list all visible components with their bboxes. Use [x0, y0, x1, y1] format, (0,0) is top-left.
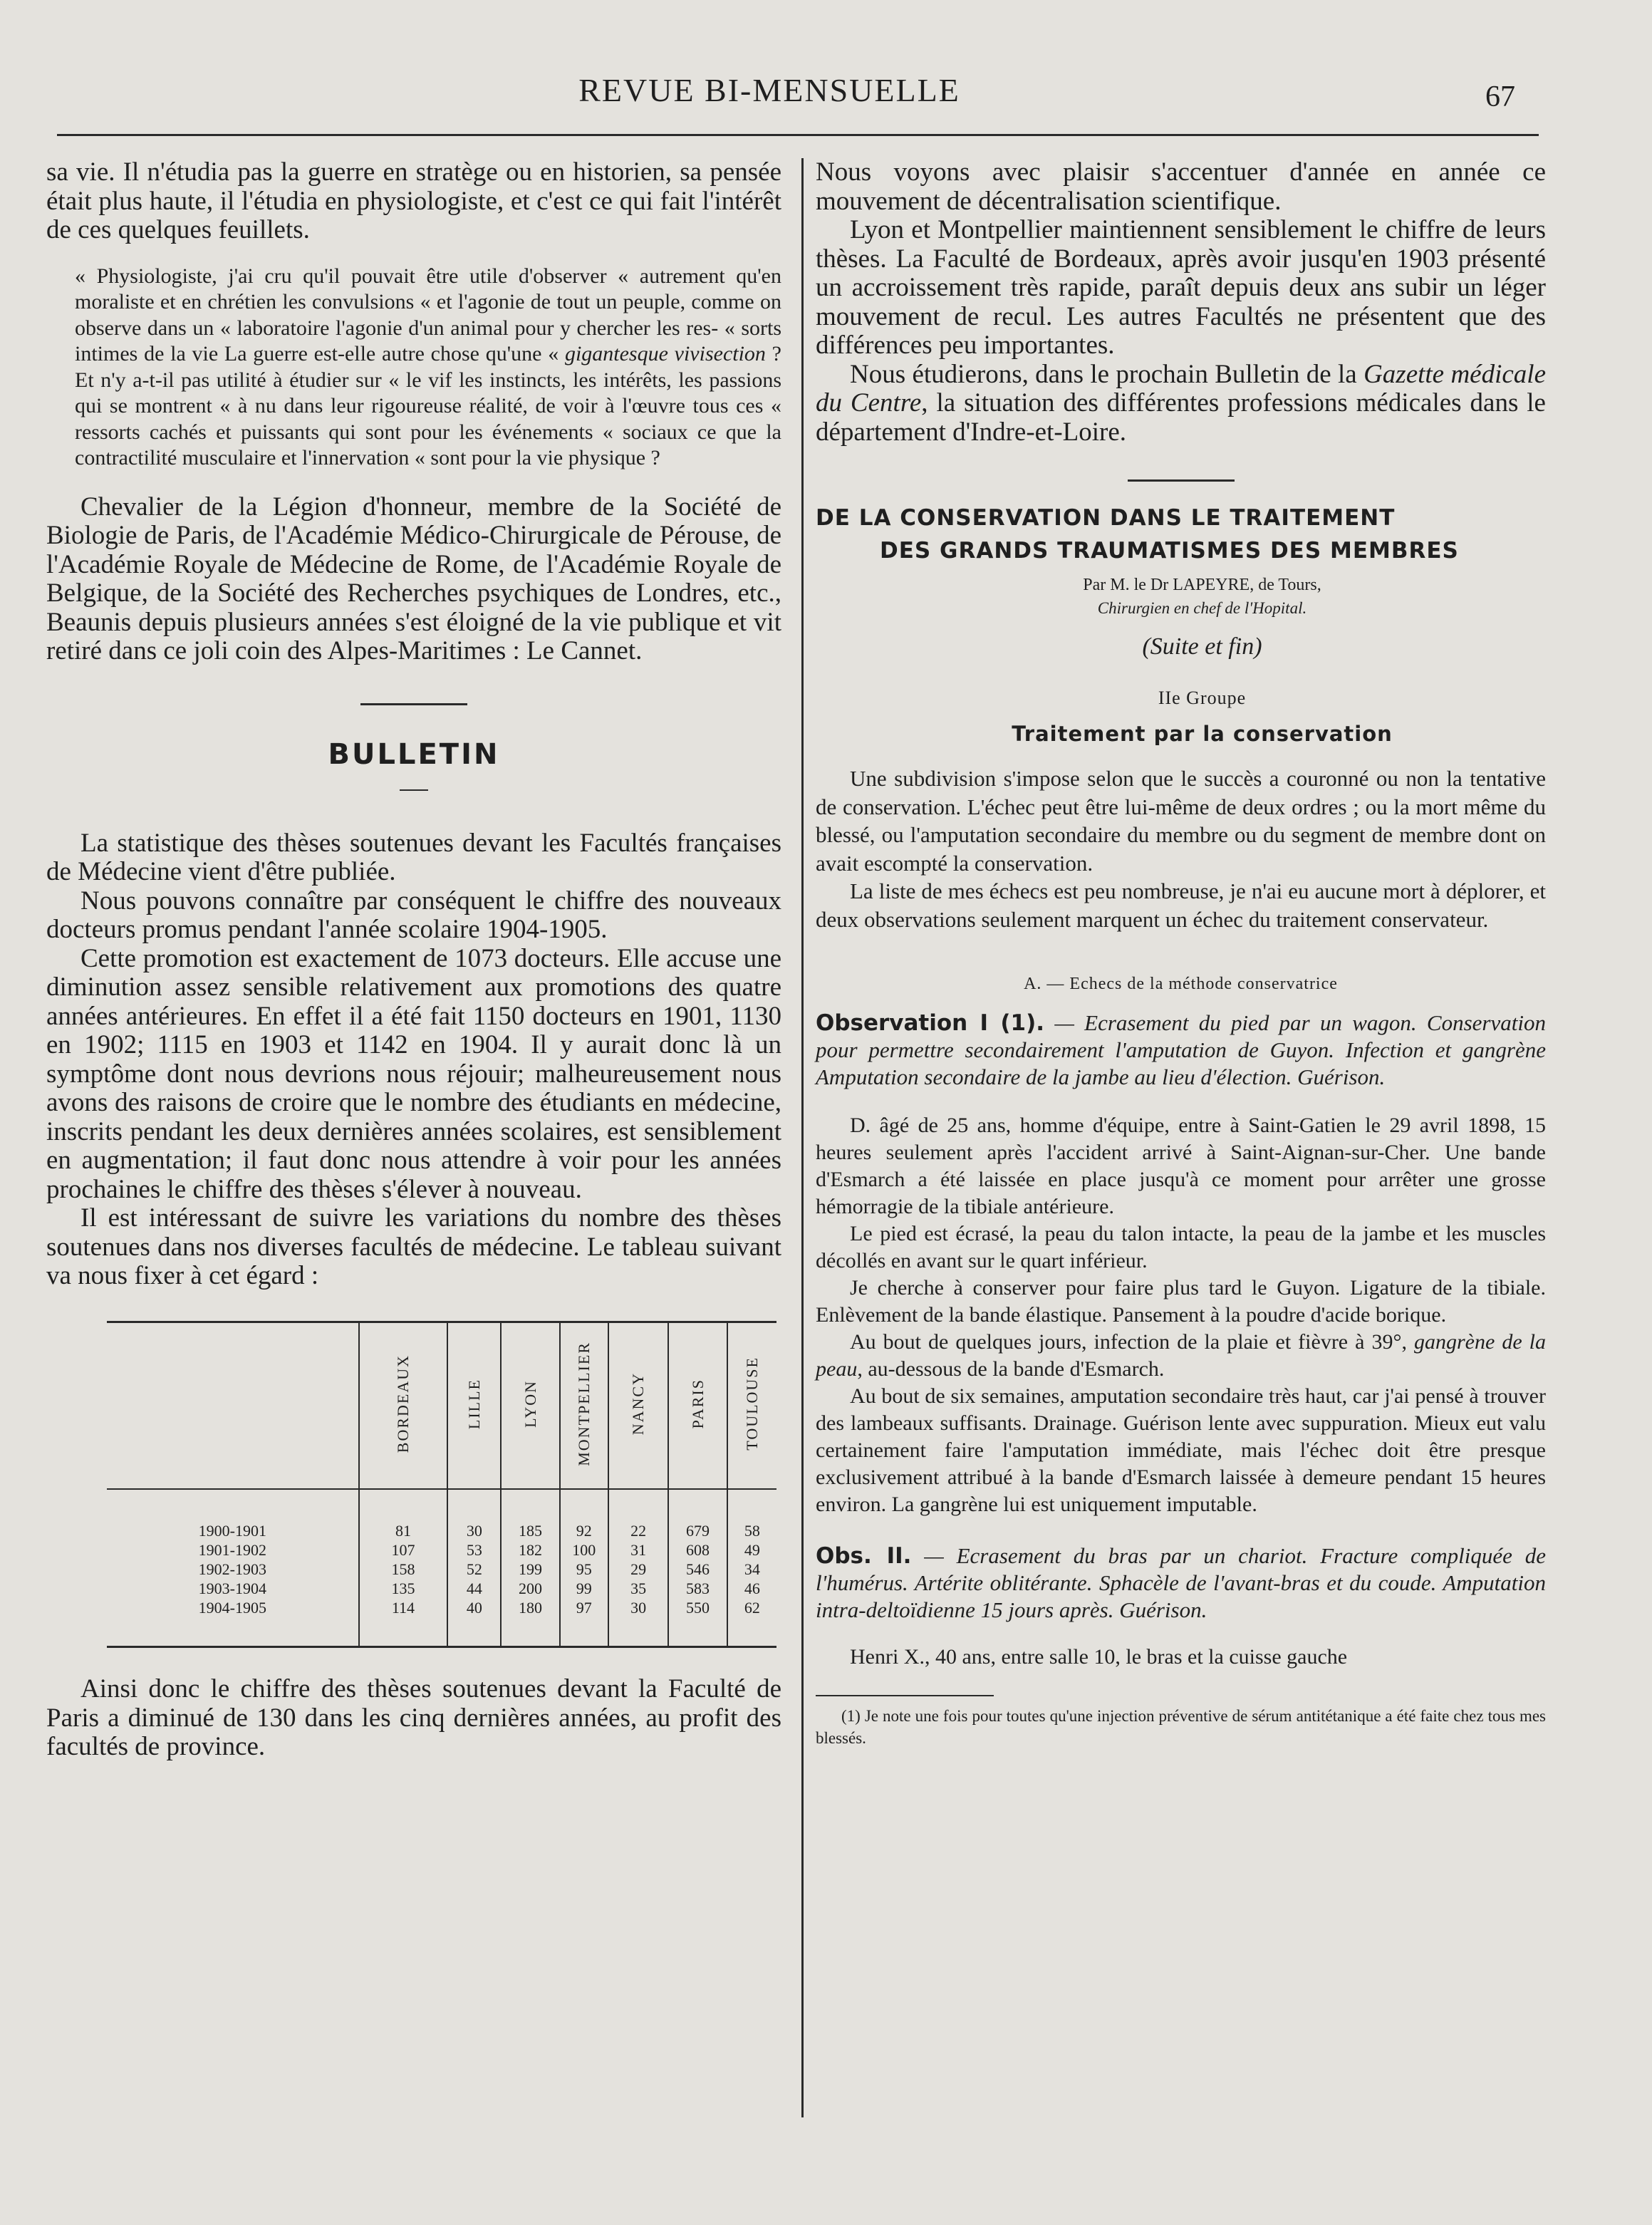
- table-cell: 185: [519, 1522, 543, 1540]
- table-cell: 199: [519, 1560, 543, 1578]
- table-cell: 40: [466, 1599, 482, 1617]
- montpellier-values: [560, 1489, 608, 1647]
- author-role: Chirurgien en chef de l'Hopital.: [1097, 599, 1307, 617]
- observation-2-title: — Ecrasement du bras par un chariot. Fracture compliquée de l'humérus. Artérite oblitérante. Sphacèle de l'avant-bras et du coude. Amputation intra-deltoïdienne 15 jours après. Guérison.: [816, 1543, 1546, 1622]
- column-divider: [801, 158, 804, 2117]
- section-rule: [360, 703, 467, 705]
- observation-1-text-2: Le pied est écrasé, la peau du talon intacte, la peau de la jambe et les muscles décollés en avant sur le quart inférieur.: [816, 1222, 1546, 1272]
- table-cell: 34: [744, 1560, 760, 1578]
- table-cell: 1901-1902: [198, 1541, 266, 1559]
- article-title-line-1: DE LA CONSERVATION DANS LE TRAITEMENT: [816, 505, 1396, 531]
- quotation: [46, 264, 781, 472]
- table-cell: 92: [576, 1522, 592, 1540]
- table-cell: 550: [686, 1599, 710, 1617]
- bordeaux-values: [359, 1489, 448, 1647]
- table-cell: 62: [744, 1599, 760, 1617]
- header-rule: [57, 134, 1539, 136]
- observation-1-text-4: [816, 1329, 1546, 1383]
- table-cell: 29: [630, 1560, 647, 1578]
- observation-2-label: Obs. II.: [816, 1543, 912, 1569]
- observation-1-text-3: Je cherche à conserver pour faire plus tard le Guyon. Ligature de la tibiale. Enlèvement de la bande élastique. Pansement à la poudre d'acide borique.: [816, 1276, 1546, 1327]
- next-bulletin-text-a: Nous étudierons, dans le prochain Bulletin de la: [850, 359, 1364, 389]
- years-cell: [107, 1489, 359, 1647]
- bulletin-paragraph-3: Cette promotion est exactement de 1073 docteurs. Elle accuse une diminution assez sensible relativement aux promotions des quatre années antérieures. En effet il a été fait 1150 docteurs en 1901, 1130 en 1902; 1115 en 1903 et 1142 en 1904. Il y aurait donc là un symptôme dont nous devrions nous réjouir; malheureusement nous avons des raisons de croire que le nombre des étudiants en médecine, inscrits pendant les deux dernières années scolaires, est sensiblement en augmentation; il faut donc nous attendre à voir pour les années prochaines le chiffre des thèses s'élever à nouveau.: [46, 943, 781, 1204]
- bulletin-paragraph-1: La statistique des thèses soutenues devant les Facultés françaises de Médecine vient d'être publiée.: [46, 828, 781, 886]
- table-cell: 1903-1904: [198, 1580, 266, 1597]
- nancy-values: [608, 1489, 669, 1647]
- thesis-statistics-table: [107, 1321, 776, 1649]
- lyon-values: [501, 1489, 559, 1647]
- toulouse-values: [727, 1489, 776, 1647]
- table-cell: 95: [576, 1560, 592, 1578]
- quotation-text-a: « Physiologiste, j'ai cru qu'il pouvait être utile d'observer « autrement qu'en moraliste et en chrétien les convulsions « et l'agonie de tout un peuple, comme on observe dans un « laboratoire l'agonie d'un animal pour y chercher les res- « sorts intimes de la vie La guerre est-elle autre chose qu'une «: [75, 264, 781, 365]
- table-cell: 49: [744, 1541, 760, 1559]
- column-header: LILLE: [447, 1322, 501, 1489]
- bulletin-underline: [400, 789, 428, 791]
- bulletin-title: BULLETIN: [328, 737, 500, 771]
- bulletin-paragraph-5: Ainsi donc le chiffre des thèses soutenues devant la Faculté de Paris a diminué de 130 dans les cinq dernières années, au profit des facultés de province.: [46, 1674, 781, 1761]
- journal-name: Gazette médicale du Centre: [816, 359, 1546, 417]
- table-cell: 35: [630, 1580, 647, 1597]
- article-title-line-2: DES GRANDS TRAUMATISMES DES MEMBRES: [880, 538, 1459, 564]
- table-cell: 99: [576, 1580, 592, 1597]
- table-cell: 200: [519, 1580, 543, 1597]
- table-cell: 583: [686, 1580, 710, 1597]
- biography-paragraph: Chevalier de la Légion d'honneur, membre de la Société de Biologie de Paris, de l'Académie Médico-Chirurgicale de Pérouse, de l'Académie Royale de Médecine de Rome, de l'Académie Royale de Belgique, de la Société des Recherches psychiques de Londres, etc., Beaunis depuis plusieurs années s'est éloigné de la vie publique et vit retiré dans ce joli coin des Alpes-Maritimes : Le Cannet.: [46, 492, 781, 665]
- table-cell: 81: [395, 1522, 411, 1540]
- article-author: Par M. le Dr LAPEYRE, de Tours,: [1083, 576, 1321, 594]
- bulletin-paragraph-2: Nous pouvons connaître par conséquent le chiffre des nouveaux docteurs promus pendant l'année scolaire 1904-1905.: [46, 886, 781, 944]
- table-cell: 1904-1905: [198, 1599, 266, 1617]
- footnote: (1) Je note une fois pour toutes qu'une injection préventive de sérum antitétanique a été faite chez tous mes blessés.: [816, 1707, 1546, 1747]
- suite-et-fin: (Suite et fin): [1142, 633, 1262, 660]
- column-header: BORDEAUX: [359, 1322, 448, 1489]
- paris-values: [668, 1489, 727, 1647]
- next-bulletin-paragraph: [816, 361, 1546, 447]
- quotation-text-b: ? Et n'y a-t-il pas utilité à étudier sur « le vif les instincts, les intérêts, les passions qui se montrent « à nu dans leur rigoureuse réalité, de voir à l'œuvre tous ces « ressorts cachés et puissants qui sont pour les événements « sociaux ce que la contractilité musculaire et l'innervation « sont pour la vie physique ?: [75, 342, 781, 470]
- table-cell: 158: [391, 1560, 415, 1578]
- observation-1-text-5: Au bout de six semaines, amputation secondaire très haut, car j'ai pensé à trouver des lambeaux suffisants. Drainage. Guérison lente avec suppuration. Mieux eut valu certainement faire l'amputation immédiate, mais l'échec doit être presque exclusivement attribué à la bande d'Esmarch laissée à demeure pendant 15 heures environ. La gangrène lui est uniquement imputable.: [816, 1384, 1546, 1516]
- next-bulletin-text-b: , la situation des différentes professions médicales dans le département d'Indre-et-Loire.: [816, 388, 1546, 447]
- faculties-paragraph: Lyon et Montpellier maintiennent sensiblement le chiffre de leurs thèses. La Faculté de Bordeaux, après avoir jusqu'en 1903 présenté un accroissement très rapide, paraît depuis deux ans subir un léger mouvement de recul. Les autres Facultés ne présentent que des différences peu importantes.: [816, 215, 1546, 360]
- table-cell: 182: [519, 1541, 543, 1559]
- observation-1-text-4b: , au-dessous de la bande d'Esmarch.: [857, 1357, 1165, 1381]
- section-heading: Traitement par la conservation: [1012, 722, 1393, 746]
- column-header: TOULOUSE: [727, 1322, 776, 1489]
- decentralisation-paragraph: Nous voyons avec plaisir s'accentuer d'année en année ce mouvement de décentralisation scientifique.: [816, 157, 1546, 216]
- table-cell: 97: [576, 1599, 592, 1617]
- table-cell: 114: [391, 1599, 415, 1617]
- table-corner-cell: [107, 1322, 359, 1489]
- table-cell: 22: [630, 1522, 647, 1540]
- table-cell: 608: [686, 1541, 710, 1559]
- subsection-heading: A. — Echecs de la méthode conservatrice: [1024, 975, 1338, 993]
- section-rule: [1128, 479, 1235, 482]
- page-number: 67: [1485, 81, 1515, 113]
- observation-2-heading: [816, 1542, 1546, 1624]
- quotation-italic: gigantesque vivisection: [564, 342, 766, 365]
- table-cell: 679: [686, 1522, 710, 1540]
- groupe-heading: IIe Groupe: [1158, 688, 1247, 708]
- table-cell: 100: [572, 1541, 596, 1559]
- subdivision-paragraph: Une subdivision s'impose selon que le succès a couronné ou non la tentative de conservation. L'échec peut être lui-même de deux ordres ; ou la mort même du blessé, ou l'amputation secondaire du membre ou du segment de membre dont on avait escompté la conservation.: [816, 766, 1546, 876]
- left-column: [46, 158, 781, 1762]
- table-header-row: [107, 1322, 776, 1489]
- table-cell: 53: [466, 1541, 482, 1559]
- table-cell: 52: [466, 1560, 482, 1578]
- table-cell: 58: [744, 1522, 760, 1540]
- table-cell: 1900-1901: [198, 1522, 266, 1540]
- lille-values: [447, 1489, 501, 1647]
- table-cell: 31: [630, 1541, 647, 1559]
- right-column: [816, 158, 1546, 1749]
- bulletin-paragraph-4: Il est intéressant de suivre les variations du nombre des thèses soutenues dans nos diverses facultés de médecine. Le tableau suivant va nous fixer à cet égard :: [46, 1203, 781, 1290]
- table-cell: 30: [630, 1599, 647, 1617]
- column-header: MONTPELLIER: [560, 1322, 608, 1489]
- observation-2-text: Henri X., 40 ans, entre salle 10, le bras et la cuisse gauche: [850, 1645, 1348, 1669]
- table-cell: 44: [466, 1580, 482, 1597]
- observation-1-title: — Ecrasement du pied par un wagon. Conservation pour permettre secondairement l'amputation de Guyon. Infection et gangrène Amputation secondaire de la jambe au lieu d'élection. Guérison.: [816, 1010, 1546, 1089]
- table-cell: 135: [391, 1580, 415, 1597]
- column-header: LYON: [501, 1322, 559, 1489]
- column-header: NANCY: [608, 1322, 669, 1489]
- observation-1-italic: gangrène de la peau: [816, 1330, 1546, 1381]
- intro-paragraph: sa vie. Il n'étudia pas la guerre en stratège ou en historien, sa pensée était plus haute, il l'étudia en physiologiste, et c'est ce qui fait l'intérêt de ces quelques feuillets.: [46, 157, 781, 244]
- echecs-paragraph: La liste de mes échecs est peu nombreuse, je n'ai eu aucune mort à déplorer, et deux observations seulement marquent un échec du traitement conservateur.: [816, 878, 1546, 932]
- observation-1-label: Observation I (1).: [816, 1010, 1045, 1036]
- table-cell: 46: [744, 1580, 760, 1597]
- observation-1-text-4a: Au bout de quelques jours, infection de la plaie et fièvre à 39°,: [850, 1330, 1414, 1354]
- table-cell: 30: [466, 1522, 482, 1540]
- table-body-row: [107, 1489, 776, 1647]
- running-header-title: REVUE BI-MENSUELLE: [578, 72, 960, 108]
- table-cell: 107: [391, 1541, 415, 1559]
- table-cell: 1902-1903: [198, 1560, 266, 1578]
- column-header: PARIS: [668, 1322, 727, 1489]
- footnote-rule: [816, 1695, 994, 1696]
- table-cell: 180: [519, 1599, 543, 1617]
- observation-1-heading: [816, 1010, 1546, 1091]
- observation-1-text-1: D. âgé de 25 ans, homme d'équipe, entre à Saint-Gatien le 29 avril 1898, 15 heures seulement après l'accident arrivé à Saint-Aignan-sur-Cher. Une bande d'Esmarch a été laissée en place jusqu'à ce moment pour arrêter une grosse hémorragie de la tibiale antérieure.: [816, 1114, 1546, 1218]
- table-cell: 546: [686, 1560, 710, 1578]
